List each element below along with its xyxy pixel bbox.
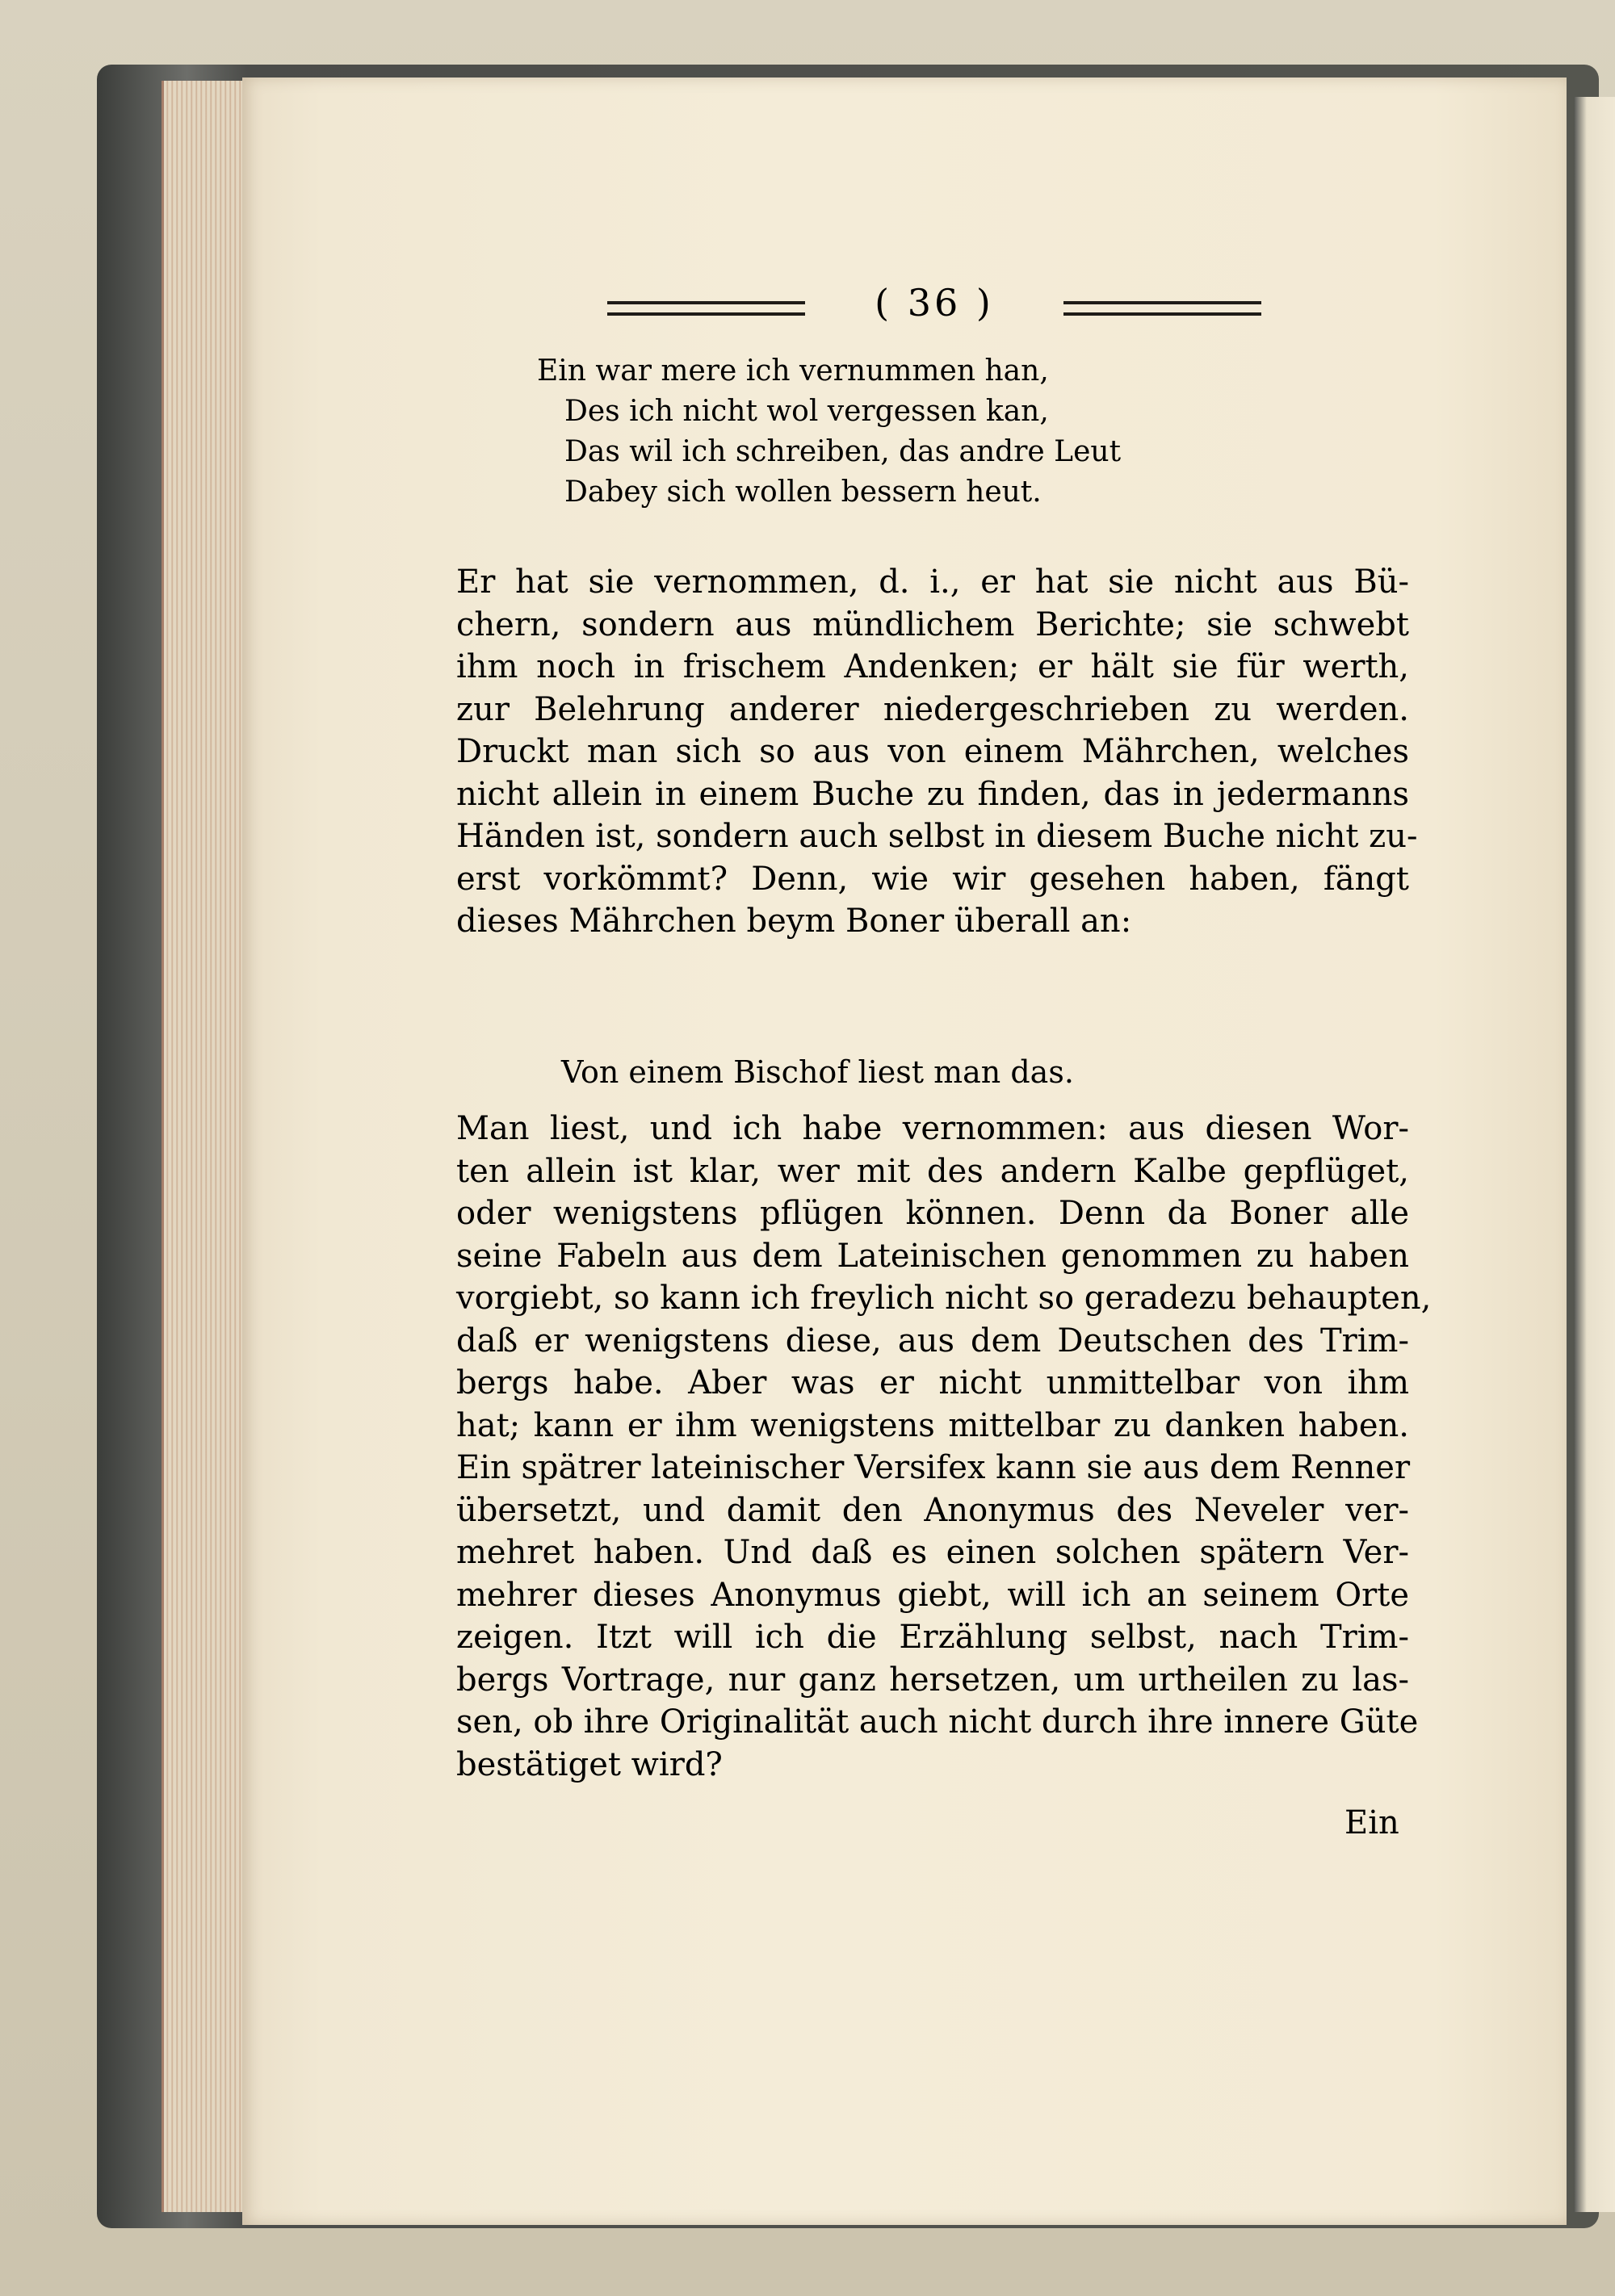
text-line: zeigen. Itzt will ich die Erzählung selbst, nach Trim- <box>456 1619 1409 1656</box>
text-line: mehrer dieses Anonymus giebt, will ich an seinem Orte <box>456 1576 1409 1614</box>
paragraph-2 <box>456 1108 1432 1786</box>
verse-quotation <box>537 351 1151 513</box>
page-header <box>607 279 1261 327</box>
text-line: bergs habe. Aber was er nicht unmittelbar von ihm <box>456 1364 1409 1401</box>
text-line: chern, sondern aus mündlichem Berichte; sie schwebt <box>456 605 1409 643</box>
verse-line: Das wil ich schreiben, das andre Leut <box>564 435 1122 468</box>
text-line: Druckt man sich so aus von einem Mährchen, welches <box>456 733 1409 770</box>
text-line: bergs Vortrage, nur ganz hersetzen, um urtheilen zu las- <box>456 1661 1409 1699</box>
text-line: Ein spätrer lateinischer Versifex kann sie aus dem Renner <box>456 1449 1411 1486</box>
facing-page-edge <box>1575 97 1615 2212</box>
text-line: vorgiebt, so kann ich freylich nicht so geradezu behaupten, <box>456 1280 1432 1317</box>
text-line: seine Fabeln aus dem Lateinischen genommen zu haben <box>456 1237 1409 1275</box>
text-line: hat; kann er ihm wenigstens mittelbar zu danken haben. <box>456 1406 1409 1444</box>
header-rule-right <box>1063 301 1261 316</box>
text-line: mehret haben. Und daß es einen solchen spätern Ver- <box>456 1534 1409 1571</box>
text-line: nicht allein in einem Buche zu finden, das in jedermanns <box>456 775 1409 813</box>
text-line: zur Belehrung anderer niedergeschrieben zu werden. <box>456 690 1409 728</box>
verse-line: Ein war mere ich vernummen han, <box>537 354 1049 388</box>
text-line: daß er wenigstens diese, aus dem Deutschen des Trim- <box>456 1322 1409 1360</box>
text-line: ihm noch in frischem Andenken; er hält sie für werth, <box>456 648 1409 685</box>
paragraph-1 <box>456 561 1418 943</box>
verse-line: Des ich nicht wol vergessen kan, <box>564 395 1049 428</box>
text-line: bestätiget wird? <box>456 1745 723 1783</box>
verse-line: Dabey sich wollen bessern heut. <box>564 476 1042 509</box>
text-line: Er hat sie vernommen, d. i., er hat sie nicht aus Bü- <box>456 564 1409 601</box>
text-line: Händen ist, sondern auch selbst in diesem Buche nicht zu- <box>456 818 1418 855</box>
text-line: Man liest, und ich habe vernommen: aus diesen Wor- <box>456 1110 1409 1147</box>
text-line: übersetzt, und damit den Anonymus des Neveler ver- <box>456 1491 1409 1529</box>
text-line: dieses Mährchen beym Boner überall an: <box>456 903 1132 940</box>
page-edge-stack <box>162 81 253 2212</box>
header-rule-left <box>607 301 805 316</box>
page-number: ( 36 ) <box>875 281 994 325</box>
inline-verse-quote: Von einem Bischof liest man das. <box>561 1054 1074 1090</box>
text-line: ten allein ist klar, wer mit des andern Kalbe gepflüget, <box>456 1152 1409 1190</box>
text-line: oder wenigstens pflügen können. Denn da Boner alle <box>456 1195 1409 1232</box>
text-line: sen, ob ihre Originalität auch nicht durch ihre innere Güte <box>456 1703 1419 1741</box>
catchword: Ein <box>1344 1804 1399 1841</box>
text-line: erst vorkömmt? Denn, wie wir gesehen haben, fängt <box>456 860 1409 898</box>
